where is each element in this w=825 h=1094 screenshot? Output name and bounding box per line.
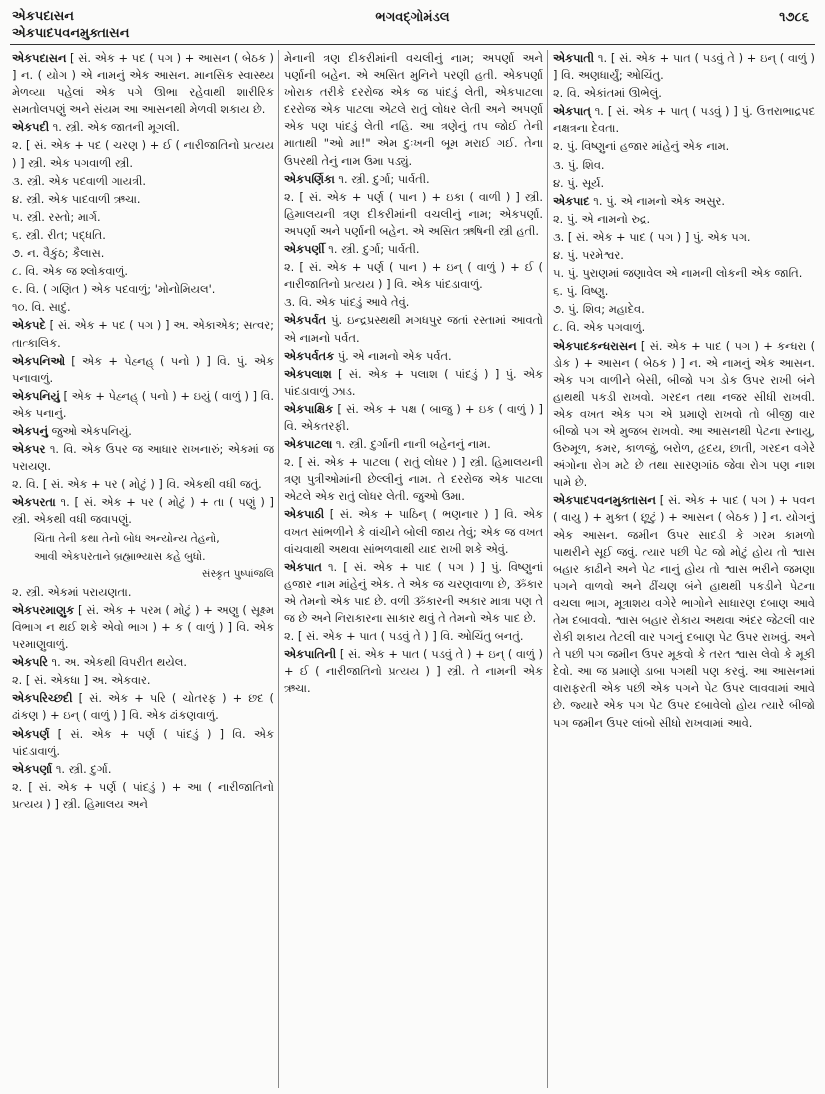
dictionary-entry xyxy=(284,646,543,697)
dictionary-entry xyxy=(12,50,274,118)
definition-text: ૯. વિ. ( ગણિત ) એક પદવાળું; 'મોનોમિયલ'. xyxy=(12,282,216,297)
headword: એકપર્ણા xyxy=(12,761,53,776)
definition-text: [ સં. એક + પલાશ ( પાંદડું ) ] પું. એક પાંદડાવાળું ઝાડ. xyxy=(284,366,543,398)
dictionary-entry xyxy=(284,506,543,557)
headword: એકપનિયું xyxy=(12,388,60,403)
definition-text: ૭. પું. શિવ; મહાદેવ. xyxy=(553,302,645,317)
definition-text: ૨. [ સં. એક + પર્ણ ( પાંદડું ) + આ ( નારીજાતિનો પ્રત્યય ) ] સ્ત્રી. હિમાલય અને xyxy=(12,779,274,811)
entry-sense xyxy=(12,227,274,244)
definition-text: ૧. [ સં. એક + પાત્ ( પડવું ) ] પું. ઉત્તરાભાદ્રપદ નક્ષત્રના દેવતા. xyxy=(553,104,815,136)
dictionary-entry xyxy=(553,103,815,137)
headword: એકપદાસન xyxy=(12,51,67,65)
definition-text: [ સં. એક + પદ ( પગ ) ] અ. એકાએક; સત્વર; તાત્કાલિક. xyxy=(12,318,274,350)
entry-sense xyxy=(284,294,543,311)
dictionary-entry xyxy=(12,119,274,136)
entry-sense xyxy=(12,245,274,262)
entry-sense xyxy=(12,137,274,171)
definition-text: ૫. સ્ત્રી. રસ્તો; માર્ગ. xyxy=(12,209,101,224)
dictionary-entry xyxy=(553,338,815,492)
dictionary-entry xyxy=(12,317,274,351)
headword: એકપર xyxy=(12,442,46,457)
headword: એકપદે xyxy=(12,318,46,333)
entry-sense xyxy=(284,259,543,293)
headword: એકપર્ણિકા xyxy=(284,171,335,186)
entry-sense xyxy=(12,779,274,813)
dictionary-entry xyxy=(12,761,274,778)
headword: એકપદી xyxy=(12,120,50,135)
column-divider xyxy=(547,50,548,1088)
definition-text: [ સં. એક + પાદ ( પગ ) + કન્ધરા ( ડોક ) + આસન ( બેઠક ) ] ન. એ નામનું એક આસન. એક પગ વાળીને બેસી, બીજો પગ ડોક ઉપર રાખી બંને હાથથી પકડી રાખવો. ગરદન તથા નજર સીધી રાખવી. એક વખત એક પગ એ પ્રમાણે રાખવો તો બીજી વાર બીજો પગ એ મુજબ રાખવો. આ આસનથી પેટના સ્નાયુ, ઉરુમૂળ, કમર, કાળજું, બરોળ, હૃદય, છાતી, ગરદન વગેરે અંગોના રોગ મટે છે તથા સારણગાંઠ જેવા રોગ પણ નાશ પામે છે. xyxy=(553,338,815,490)
headword: એકપર્ણી xyxy=(284,242,325,257)
quote-source: સંસ્કૃત પુષ્પાંજલિ xyxy=(201,567,274,580)
headword: એકપાતી xyxy=(553,51,595,65)
definition-text: ૧. [ સં. એક + પાત ( પડવું તે ) + ઇન્ ( વાળું ) ] વિ. અણધાર્યું; ઓચિંતુ. xyxy=(553,51,815,83)
definition-text: ૪. સ્ત્રી. એક પાદવાળી ઋચા. xyxy=(12,191,141,206)
definition-text: ૩. [ સં. એક + પાદ ( પગ ) ] પું. એક પગ. xyxy=(553,229,751,244)
entry-sense xyxy=(553,301,815,318)
dictionary-entry xyxy=(284,559,543,627)
headword: એકપાદપવનમુક્તાસન xyxy=(553,493,656,508)
definition-text: ૩. સ્ત્રી. એક પદવાળી ગાયત્રી. xyxy=(12,173,146,188)
column-2 xyxy=(284,50,543,1088)
dictionary-entry xyxy=(12,388,274,422)
dictionary-entry xyxy=(12,494,274,528)
definition-text: ૪. પું. પરમેશ્વર. xyxy=(553,248,624,263)
guideword-first: એકપદાસન xyxy=(12,9,74,24)
definition-text: ૧૦. વિ. સાદું. xyxy=(12,300,71,315)
dictionary-entry xyxy=(12,726,274,760)
definition-text: ૧. સ્ત્રી. દુર્ગા; પાર્વતી. xyxy=(328,242,420,257)
definition-text: ૧. સ્ત્રી. દુર્ગાની નાની બહેનનું નામ. xyxy=(335,437,491,452)
definition-text: ૨. [ સં. એક + પાત ( પડવું તે ) ] વિ. ઓચિંતુ બનતું. xyxy=(284,629,524,644)
entry-sense xyxy=(284,628,543,645)
entry-sense xyxy=(553,138,815,155)
entry-sense xyxy=(553,319,815,336)
entry-sense xyxy=(12,584,274,601)
headword: એકપાદ xyxy=(553,193,590,208)
definition-text: [ એક + પેહ્નહ્ ( પનો ) ] વિ. પું. એક પનાવાળું. xyxy=(12,353,274,385)
definition-text: ૧. વિ. એક ઉપર જ આધાર રાખનારું; એકમાં જ પરાયણ. xyxy=(12,442,274,474)
definition-text: ૩. વિ. એક પાંદડું આવે તેવું. xyxy=(284,295,410,310)
header-rule xyxy=(10,44,815,45)
definition-text: ૮. વિ. એક પગવાળું. xyxy=(553,320,646,335)
dictionary-entry xyxy=(284,401,543,435)
dictionary-entry xyxy=(12,654,274,671)
headword: એકપર્ણ xyxy=(12,726,50,741)
entry-sense xyxy=(553,283,815,300)
definition-text: ૨. [ સં. એક + પદ ( ચરણ ) + ઈ ( નારીજાતિનો પ્રત્યય ) ] સ્ત્રી. એક પગવાળી સ્ત્રી. xyxy=(12,138,274,170)
headword: એકપરિ xyxy=(12,655,48,670)
definition-text: ૨. સ્ત્રી. એકમાં પરાયણતા. xyxy=(12,584,132,599)
definition-text: ૨. વિ. એકાંતમાં ઊભેલું. xyxy=(553,86,662,101)
definition-text: ૧. સ્ત્રી. દુર્ગા; પાર્વતી. xyxy=(338,171,430,186)
definition-text: ૧. પું. એ નામનો એક અસુર. xyxy=(593,193,726,208)
definition-text: ૩. પું. શિવ. xyxy=(553,157,605,172)
page-number: ૧૭૮૬ xyxy=(779,10,809,25)
definition-text: ૨. [ સં. એક + પાટલા ( રાતું લોધર ) ] સ્ત્રી. હિમાલયની ત્રણ પુત્રીઓમાંની છેલ્લીનું નામ. તે દરરોજ એક પાટલા એટલે એક રાતું લોધર લેતી. જુઓ ઉમા. xyxy=(284,455,543,504)
dictionary-entry xyxy=(553,492,815,731)
definition-text: [ સં. એક + પાઠિન્ ( ભણનાર ) ] વિ. એક વખત સાંભળીને કે વાંચીને બોલી જાય તેવું; એક જ વખત વાંચવાથી અથવા સાંભળવાથી યાદ રાખી શકે એવું. xyxy=(284,507,543,556)
definition-text: ૧. સ્ત્રી. દુર્ગા. xyxy=(55,761,112,776)
entry-sense xyxy=(553,157,815,174)
dictionary-entry xyxy=(284,312,543,346)
headword: એકપર્વતક xyxy=(284,348,335,363)
headword: એકપાત xyxy=(284,559,322,574)
headword: એકપાત્ xyxy=(553,104,591,119)
guideword-last: એકપાદપવનમુક્તાસન xyxy=(12,26,130,41)
definition-text: ૭. ન. વૈકુંઠ; કૈલાસ. xyxy=(12,246,105,261)
headword: એકપાટલા xyxy=(284,437,333,452)
entry-sense xyxy=(553,229,815,246)
dictionary-entry xyxy=(284,171,543,188)
entry-sense xyxy=(12,281,274,298)
definition-text: ૧. અ. એકથી વિપરીત થયેલ. xyxy=(51,655,187,670)
definition-text: [ સં. એક + પદ ( પગ ) + આસન ( બેઠક ) ] ન. ( યોગ ) એ નામનું એક આસન. માનસિક સ્વાસ્થ્ય મેળવ્યા પહેલાં એક પગે ઊભા રહેવાથી શારીરિક સમતોલપણું અને સંયમ આ આસનથી મેળવી શકાય છે. xyxy=(12,51,274,117)
definition-text: ૧. [ સં. એક + પર ( મોટું ) + તા ( પણું ) ] સ્ત્રી. એકથી વધી જવાપણું. xyxy=(12,495,274,527)
column-3 xyxy=(553,50,815,1088)
definition-text: ૧. સ્ત્રી. એક જાતની મૂગલી. xyxy=(52,120,180,135)
entry-sense xyxy=(553,265,815,282)
definition-text: ૪. પું. સૂર્ય. xyxy=(553,175,605,190)
entry-sense xyxy=(12,209,274,226)
headword: એકપરતા xyxy=(12,495,56,510)
quote-line: ચિંતા તેની કથા તેનો બોધ અન્યોન્ય તેહનો, xyxy=(34,531,220,545)
entry-sense xyxy=(12,476,274,493)
definition-text: [ સં. એક + પરિ ( ચોતરફ ) + છદ ( ઢાંકણ ) + ઇન્ ( વાળું ) ] વિ. એક ઢાંકણવાળું. xyxy=(12,691,274,723)
page-header xyxy=(0,0,825,44)
definition-text: પું. એ નામનો એક પર્વત. xyxy=(337,348,452,363)
entry-sense xyxy=(553,247,815,264)
entry-sense xyxy=(12,191,274,208)
column-1 xyxy=(12,50,274,1088)
definition-text: ૨. [ સં. એક + પર્ણ ( પાન ) + ઇકા ( વાળી ) ] સ્ત્રી. હિમાલયની ત્રણ દીકરીમાંની વચલીનું નામ; એકપર્ણા. અપર્ણા અને પર્ણાની બહેન. એ અસિત ઋષિની સ્ત્રી હતી. xyxy=(284,189,543,238)
definition-text: [ સં. એક + પર્ણ ( પાંદડું ) ] વિ. એક પાંદડાવાળું. xyxy=(12,726,274,758)
headword: એકપાક્ષિક xyxy=(284,401,334,416)
definition-text: ૫. પું. પુરાણમાં જણાવેલ એ નામની લોકની એક જાતિ. xyxy=(553,266,803,281)
entry-sense xyxy=(12,672,274,689)
dictionary-entry xyxy=(284,348,543,365)
entry-sense xyxy=(284,189,543,240)
dictionary-entry xyxy=(12,441,274,475)
entry-sense xyxy=(553,175,815,192)
definition-text: ૨. [ સં. એકધા ] અ. એકવાર. xyxy=(12,673,151,688)
definition-text: [ સં. એક + પાદ ( પગ ) + પવન ( વાયુ ) + મુક્ત ( છૂટું ) + આસન ( બેઠક ) ] ન. યોગનું એક આસન. જમીન ઉપર સાદડી કે ગરમ કામળો પાથરીને સૂઈ જવું. ત્યાર પછી પેટ જો મોટું હોય તો શ્વાસ બહાર કાઢીને અને પેટ નાનું હોય તો શ્વાસ ભરીને જમણા પગને વાળવો અને ઢીંચણ બંને હાથથી પકડીને પેટના વચલા ભાગ, મૂત્રાશય વગેરે ભાગોને સાધારણ દબાણ આવે તેમ દબાવવો. શ્વાસ બહાર રોકાય અથવા અંદર જેટલી વાર રોકી શકાય તેટલી વાર પગનું દબાણ પેટ ઉપર રાખવું. અને તે પછી પગ જમીન ઉપર મૂકવો કે તરત શ્વાસ લેવો કે મૂકી દેવો. આ જ પ્રમાણે ડાબા પગથી પણ કરવું. આ આસનમાં વારાફરતી એક પછી એક પગને પેટ ઉપર લાવવામાં આવે છે. જ્યારે એક પગ પેટ ઉપર દબાવેલો હોય ત્યારે બીજો પગ જમીન ઉપર લાંબો સીધો રાખવામાં આવે. xyxy=(553,493,815,730)
definition-text: જુઓ એકપનિયું. xyxy=(51,423,132,438)
dictionary-entry xyxy=(12,690,274,724)
entry-sense xyxy=(284,50,543,170)
headword: એકપાતિની xyxy=(284,647,337,662)
entry-sense xyxy=(553,211,815,228)
headword: એકપરિચ્છદી xyxy=(12,691,73,706)
dictionary-entry xyxy=(553,50,815,84)
definition-text: પું. ઇન્દ્રપ્રસ્થથી મગધપુર જતાં રસ્તામાં આવતો એ નામનો પર્વત. xyxy=(284,313,543,345)
definition-text: [ એક + પેહ્નહ્ ( પનો ) + ઇયું ( વાળું ) ] વિ. એક પનાનું. xyxy=(12,388,274,420)
definition-text: ૮. વિ. એક જ શ્લોકવાળું. xyxy=(12,264,128,279)
definition-text: ૨. પું. વિષ્ણુનાં હજાર માંહેનું એક નામ. xyxy=(553,139,730,154)
headword: એકપલાશ xyxy=(284,366,332,381)
definition-text: ૬. સ્ત્રી. રીત; પદ્ધતિ. xyxy=(12,227,106,242)
dictionary-entry xyxy=(284,366,543,400)
definition-text: ૧. [ સં. એક + પાદ ( પગ ) ] પું. વિષ્ણુનાં હજાર નામ માંહેનું એક. તે એક જ ચરણવાળા છે, ૐકાર એ તેમનો એક પાદ છે. વળી ૐકારની અકાર માત્રા પણ તે જ છે અને નિરાકારના સાકાર થવું તે તેમનો એક પાદ છે. xyxy=(284,559,543,625)
quote-line: આવી એકપરતાને બ્રહ્માભ્યાસ કહે બુધો. xyxy=(34,549,206,563)
entry-sense xyxy=(12,299,274,316)
column-divider xyxy=(278,50,279,1088)
definition-text: ૨. વિ. [ સં. એક + પર ( મોટું ) ] વિ. એકથી વધી જતું. xyxy=(12,477,262,492)
definition-text: મેનાની ત્રણ દીકરીમાંની વચલીનું નામ; અપર્ણા અને પર્ણાની બહેન. એ અસિત મુનિને પરણી હતી. એકપર્ણા ખોરાક તરીકે દરરોજ એક જ પાંદડું લેતી, એકપાટલા દરરોજ એક પાટલા એટલે રાતું લોધર લેતી અને અપર્ણા એક પણ પાંદડું લેતી નહિ. આ ત્રણેનું તપ જોઈ તેની માતાથી "ઓ મા!" એમ દુઃખની બૂમ મરાઈ ગઈ. તેના ઉપરથી તેનું નામ ઉમા પડ્યું. xyxy=(284,51,543,168)
definition-text: [ સં. એક + પક્ષ ( બાજુ ) + ઇક ( વાળું ) ] વિ. એકતરફી. xyxy=(284,401,543,433)
dictionary-entry xyxy=(553,193,815,210)
headword: એકપાઠી xyxy=(284,507,325,522)
dictionary-entry xyxy=(284,241,543,258)
dictionary-entry xyxy=(12,602,274,653)
entry-sense xyxy=(553,85,815,102)
dictionary-entry xyxy=(12,423,274,440)
definition-text: [ સં. એક + પરમ ( મોટું ) + અણુ ( સૂક્ષ્મ વિભાગ ન થઈ શકે એવો ભાગ ) + ક ( વાળું ) ] વિ. એક પરમાણુવાળું. xyxy=(12,602,274,652)
definition-text: [ સં. એક + પાત ( પડવું તે ) + ઇન્ ( વાળું ) + ઈ ( નારીજાતિનો પ્રત્યય ) ] સ્ત્રી. તે નામની એક ઋચા. xyxy=(284,647,543,696)
headword: એકપનિઓ xyxy=(12,353,66,368)
headword: એકપનું xyxy=(12,423,48,438)
headword: એકપરમાણુક xyxy=(12,602,75,617)
dictionary-entry xyxy=(12,353,274,387)
dictionary-title: ભગવદ્ગોમંડલ xyxy=(375,10,450,25)
headword: એકપર્વત xyxy=(284,313,327,328)
definition-text: ૨. [ સં. એક + પર્ણ ( પાન ) + ઇન્ ( વાળું ) + ઈ ( નારીજાતિનો પ્રત્યય ) ] વિ. એક પાંદડાવાળું. xyxy=(284,260,543,292)
entry-sense xyxy=(12,173,274,190)
dictionary-entry xyxy=(284,436,543,453)
entry-sense xyxy=(12,263,274,280)
definition-text: ૨. પું. એ નામનો રુદ્ર. xyxy=(553,211,651,226)
entry-sense xyxy=(284,454,543,505)
headword: એકપાદકન્ધરાસન xyxy=(553,338,637,353)
definition-text: ૬. પું. વિષ્ણુ. xyxy=(553,284,609,299)
